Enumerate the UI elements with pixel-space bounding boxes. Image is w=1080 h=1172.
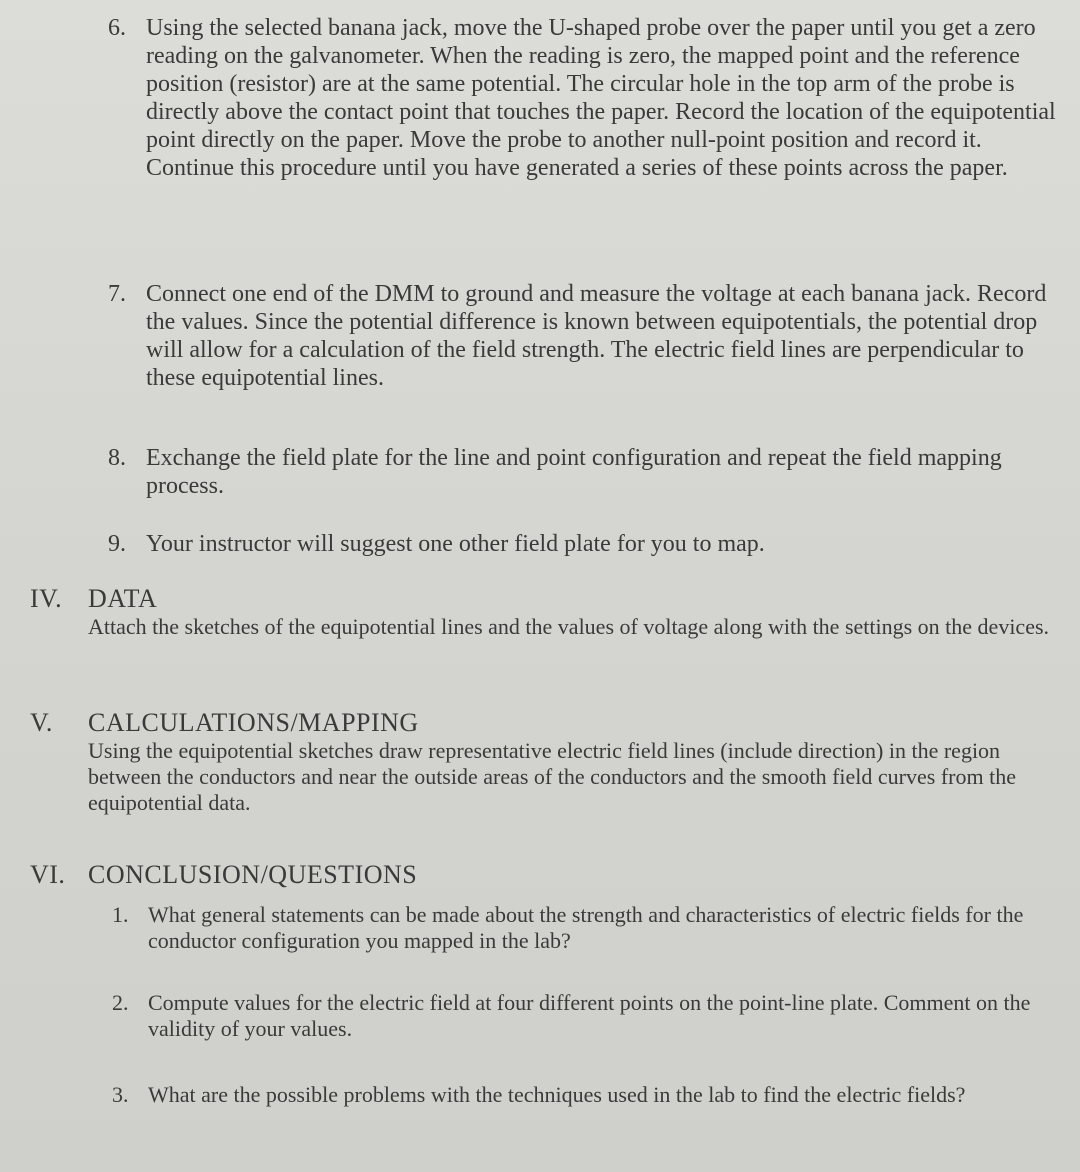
section-text: Attach the sketches of the equipotential lines and the values of voltage along with the settings on the devices. bbox=[88, 614, 1050, 639]
question-number: 2. bbox=[112, 990, 129, 1015]
section-heading bbox=[30, 708, 1060, 738]
section-conclusion bbox=[30, 860, 1060, 890]
step-text: Your instructor will suggest one other field plate for you to map. bbox=[146, 531, 765, 557]
procedure-step-8 bbox=[108, 444, 1060, 500]
procedure-step-9 bbox=[108, 530, 1060, 558]
section-heading bbox=[30, 584, 1060, 614]
section-title: DATA bbox=[88, 584, 158, 613]
section-numeral: VI. bbox=[30, 860, 66, 889]
section-text: Using the equipotential sketches draw representative electric field lines (include direction) in the region between the conductors and near the outside areas of the conductors and the smooth field curves from the equipotential data. bbox=[88, 738, 1016, 815]
section-numeral: V. bbox=[30, 708, 53, 737]
step-text: Exchange the field plate for the line and point configuration and repeat the field mapping process. bbox=[146, 445, 1002, 499]
section-calculations bbox=[30, 708, 1060, 816]
step-number: 9. bbox=[108, 531, 126, 557]
question-2 bbox=[112, 990, 1060, 1042]
question-number: 1. bbox=[112, 902, 129, 927]
section-numeral: IV. bbox=[30, 584, 63, 613]
section-title: CONCLUSION/QUESTIONS bbox=[88, 860, 418, 889]
section-title: CALCULATIONS/MAPPING bbox=[88, 708, 419, 737]
question-1 bbox=[112, 902, 1060, 954]
step-number: 7. bbox=[108, 281, 126, 307]
procedure-step-6 bbox=[108, 14, 1060, 182]
step-text: Using the selected banana jack, move the U-shaped probe over the paper until you get a zero reading on the galvanometer. When the reading is zero, the mapped point and the reference position (resistor) are at the same potential. The circular hole in the top arm of the probe is directly above the contact point that touches the paper. Record the location of the equipotential point directly on the paper. Move the probe to another null-point position and record it. Continue this procedure until you have generated a series of these points across the paper. bbox=[146, 15, 1056, 181]
procedure-step-7 bbox=[108, 280, 1060, 392]
question-text: What are the possible problems with the techniques used in the lab to find the electric fields? bbox=[148, 1082, 966, 1107]
question-3 bbox=[112, 1082, 1060, 1108]
question-text: What general statements can be made about the strength and characteristics of electric fields for the conductor configuration you mapped in the lab? bbox=[148, 902, 1024, 953]
section-data bbox=[30, 584, 1060, 640]
step-number: 6. bbox=[108, 15, 126, 41]
question-number: 3. bbox=[112, 1082, 129, 1107]
step-number: 8. bbox=[108, 445, 126, 471]
section-heading bbox=[30, 860, 1060, 890]
step-text: Connect one end of the DMM to ground and measure the voltage at each banana jack. Record the values. Since the potential difference is known between equipotentials, the potential drop will allow for a calculation of the field strength. The electric field lines are perpendicular to these equipotential lines. bbox=[146, 281, 1047, 391]
question-text: Compute values for the electric field at four different points on the point-line plate. Comment on the validity of your values. bbox=[148, 990, 1031, 1041]
